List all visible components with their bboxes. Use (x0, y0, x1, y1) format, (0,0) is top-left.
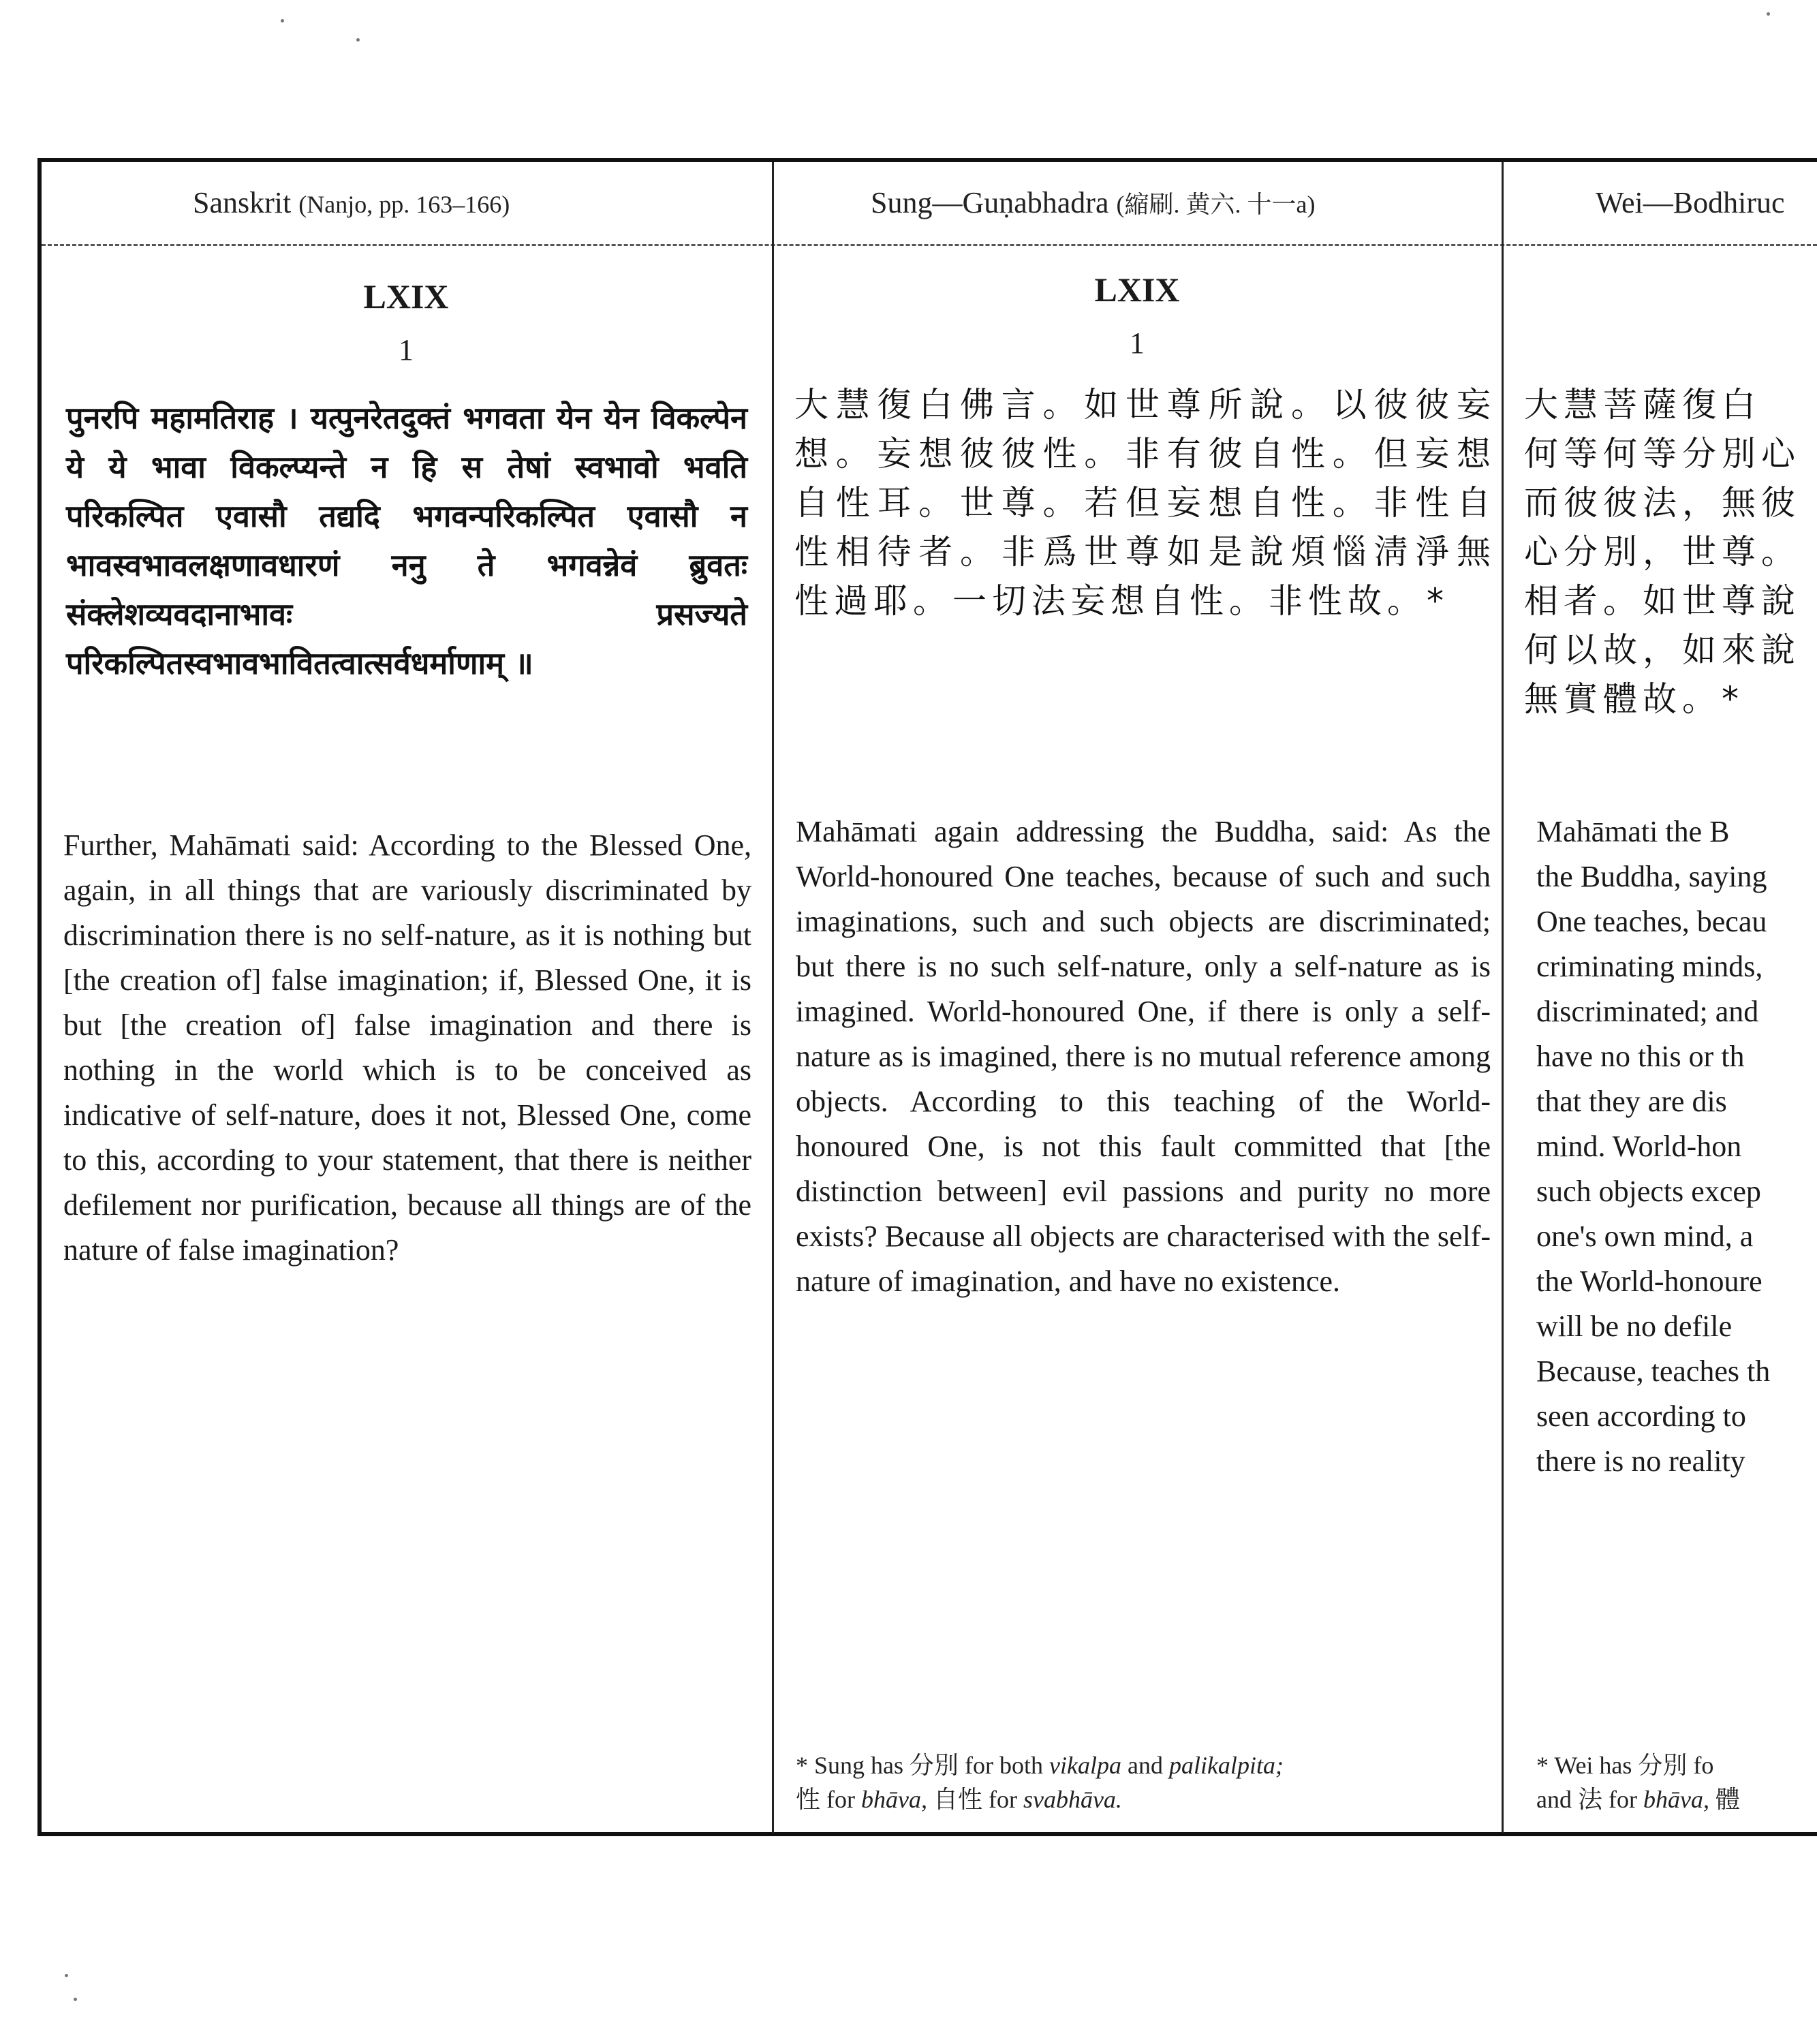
chinese-text: 大慧復白佛言。如世尊所說。以彼彼妄想。妄想彼彼性。非有彼自性。但妄想自性耳。世尊。若但妄想自性。非性自性相待者。非爲世尊如是說煩惱淸淨無性過耶。一切法妄想自性。非性故。* (794, 385, 1496, 621)
column-wei (1504, 162, 1817, 1831)
sanskrit-text: पुनरपि महामतिराह । यत्पुनरेतदुक्तं भगवता येन येन विकल्पेन ये ये भावा विकल्प्यन्ते न हि स तेषां स्वभावो भवति परिकल्पित एवासौ तद्यदि भगवन्परिकल्पित एवासौ न भावस्वभावलक्षणावधारणं ननु ते भगवन्नेवं ब्रुवतः संक्लेशव्यवदानाभावः प्रसज्यते परिकल्पितस्वभावभावितत्वात्सर्वधर्माणाम् ॥ (66, 400, 747, 681)
column-header-text (1596, 185, 1785, 220)
column-header (42, 162, 771, 244)
column-header (1504, 162, 1817, 244)
footnote-line-2 (796, 1782, 1491, 1816)
footnote-line-2 (1536, 1782, 1817, 1816)
scan-speck (74, 1998, 77, 2001)
section-heading: LXIX (363, 277, 449, 315)
section-number: 1 (1130, 326, 1145, 360)
section-number: 1 (399, 333, 414, 367)
section-heading: LXIX (1094, 270, 1180, 309)
footnote-term: bhāva, (860, 1786, 927, 1813)
column-header (774, 162, 1500, 244)
footnote-line-1 (796, 1748, 1491, 1782)
footnote-text: and (1127, 1752, 1163, 1779)
header-title: Wei—Bodhiruc (1596, 186, 1785, 219)
footnote-text: and 法 for (1536, 1786, 1637, 1813)
chinese-text: 大慧菩薩復白 何等何等分別心 而彼彼法，無彼 心分別，世尊。 相者。如世尊說 何以故，如來說 無實體故。* (1524, 385, 1801, 719)
translation-text: Further, Mahāmati said: According to the Blessed One, again, in all things that are variously discriminated by discrimination there is no self-nature, as it is nothing but [the creation of] false imagination; if, Blessed One, it is but [the creation of] false imagination and there is nothing in the world which is to be conceived as indicative of self-nature, does it not, Blessed One, come to this, according to your statement, that there is neither defilement nor purification, because all things are of the nature of false imagination? (63, 829, 751, 1267)
column-header-text (193, 185, 510, 220)
column-header-text (871, 185, 1315, 220)
footnote-lead: * Sung has 分別 for both (796, 1752, 1043, 1779)
translation-text: Mahāmati again addressing the Buddha, said: As the World-honoured One teaches, because of such and such imaginations, such and such objects are discriminated; but there is no such self-nature, only a self-nature as is imagined. World-honoured One, if there is only a self-nature as is imagined, there is no mutual reference among objects. According to this teaching of the World-honoured One, is not this fault committed that [the distinction between] evil passions and purity no more exists? Because all objects are characterised with the self-nature of imagination, and have no existence. (796, 815, 1491, 1298)
footnote (1536, 1748, 1817, 1816)
header-title: Sanskrit (193, 186, 292, 219)
footnote-text: 性 for (796, 1786, 855, 1813)
footnote-term: palikalpita; (1168, 1752, 1284, 1779)
footnote-text: 體 (1715, 1786, 1740, 1813)
footnote-line-1: * Wei has 分別 fo (1536, 1752, 1714, 1779)
column-sung (774, 162, 1500, 1831)
scan-speck (356, 38, 360, 42)
translation-text: Mahāmati the B the Buddha, saying One teaches, becau criminating minds, discriminated; and have no this or th that they are dis mind. World-hon such objects excep one's own mind, a the World-honoure will be no defile Because, teaches th seen according to there is no reality (1536, 815, 1771, 1478)
footnote-term: vikalpa (1049, 1752, 1121, 1779)
scan-speck (281, 19, 284, 22)
header-subtitle: (Nanjo, pp. 163–166) (298, 191, 510, 218)
footnote-term: svabhāva. (1023, 1786, 1122, 1813)
footnote (796, 1748, 1491, 1816)
scan-speck (1767, 12, 1770, 16)
footnote-text: 自性 for (933, 1786, 1017, 1813)
header-subtitle: (縮刷. 黄六. 十一a) (1116, 191, 1316, 218)
footnote-term: bhāva, (1643, 1786, 1709, 1813)
column-sanskrit (42, 162, 771, 1831)
scan-speck (65, 1974, 68, 1977)
header-title: Sung—Guṇabhadra (871, 186, 1109, 219)
